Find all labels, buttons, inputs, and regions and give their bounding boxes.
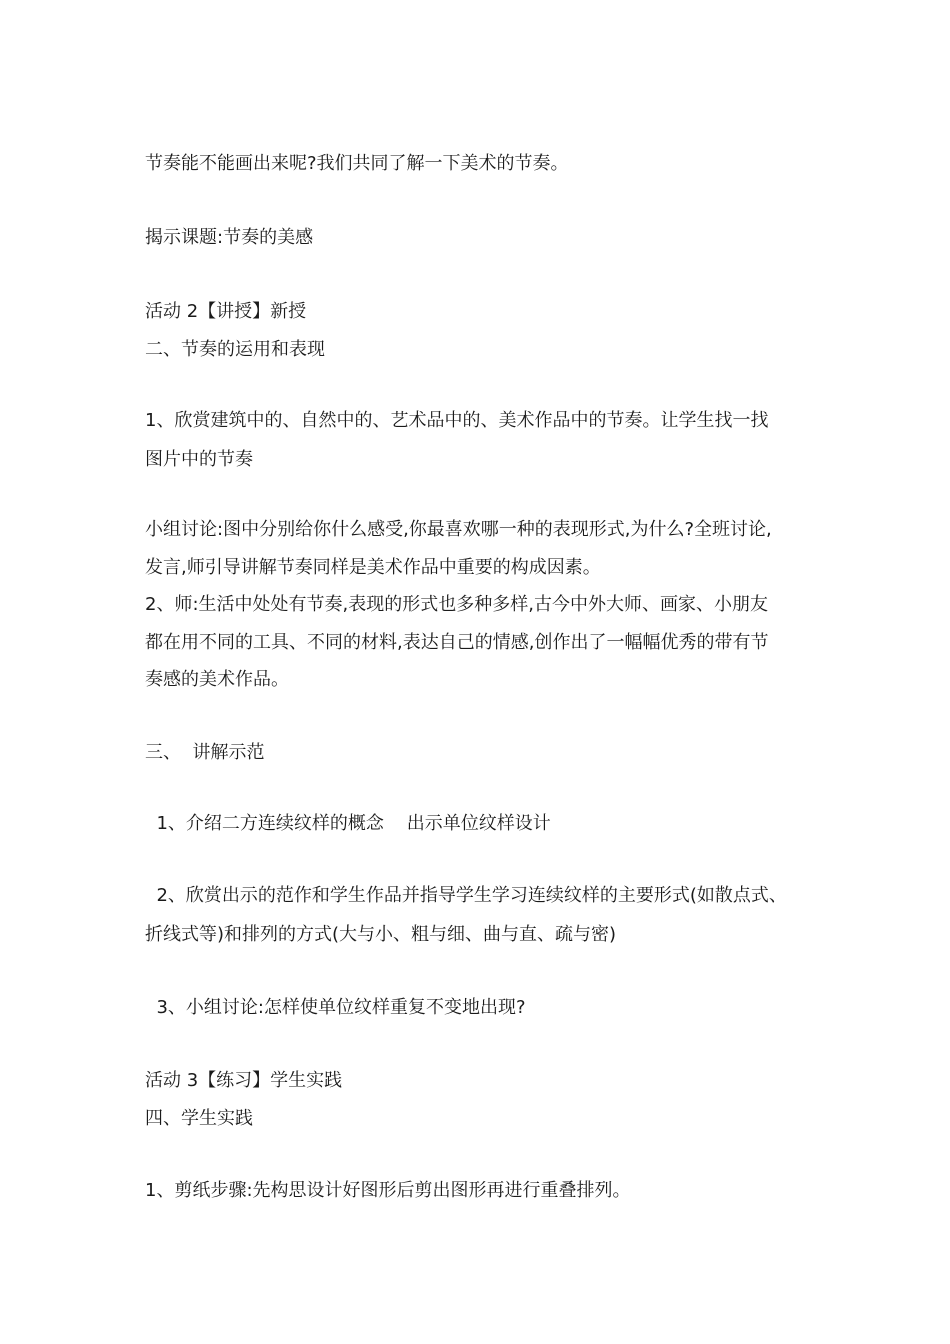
section-heading: 四、学生实践 — [145, 1108, 253, 1129]
activity-heading: 活动 2【讲授】新授 — [145, 301, 307, 322]
section-heading: 三、 讲解示范 — [145, 742, 265, 763]
paragraph-line: 发言,师引导讲解节奏同样是美术作品中重要的构成因素。 — [145, 557, 601, 578]
paragraph-line: 折线式等)和排列的方式(大与小、粗与细、曲与直、疏与密) — [145, 924, 617, 945]
paragraph-line: 2、欣赏出示的范作和学生作品并指导学生学习连续纹样的主要形式(如散点式、 — [145, 885, 787, 906]
paragraph-line: 1、欣赏建筑中的、自然中的、艺术品中的、美术作品中的节奏。让学生找一找 — [145, 410, 769, 431]
paragraph-line: 都在用不同的工具、不同的材料,表达自己的情感,创作出了一幅幅优秀的带有节 — [145, 632, 769, 653]
section-heading: 二、节奏的运用和表现 — [145, 339, 325, 360]
topic-line: 揭示课题:节奏的美感 — [145, 227, 314, 248]
activity-heading: 活动 3【练习】学生实践 — [145, 1070, 343, 1091]
paragraph-line: 奏感的美术作品。 — [145, 669, 289, 690]
paragraph-line: 2、师:生活中处处有节奏,表现的形式也多种多样,古今中外大师、画家、小朋友 — [145, 594, 768, 615]
paragraph-line: 小组讨论:图中分别给你什么感受,你最喜欢哪一种的表现形式,为什么?全班讨论, — [145, 519, 772, 540]
paragraph-line: 3、小组讨论:怎样使单位纹样重复不变地出现? — [145, 997, 526, 1018]
paragraph-line: 图片中的节奏 — [145, 449, 253, 470]
paragraph-line: 1、剪纸步骤:先构思设计好图形后剪出图形再进行重叠排列。 — [145, 1180, 631, 1201]
paragraph-line: 1、介绍二方连续纹样的概念 出示单位纹样设计 — [145, 813, 551, 834]
intro-line: 节奏能不能画出来呢?我们共同了解一下美术的节奏。 — [145, 153, 569, 174]
